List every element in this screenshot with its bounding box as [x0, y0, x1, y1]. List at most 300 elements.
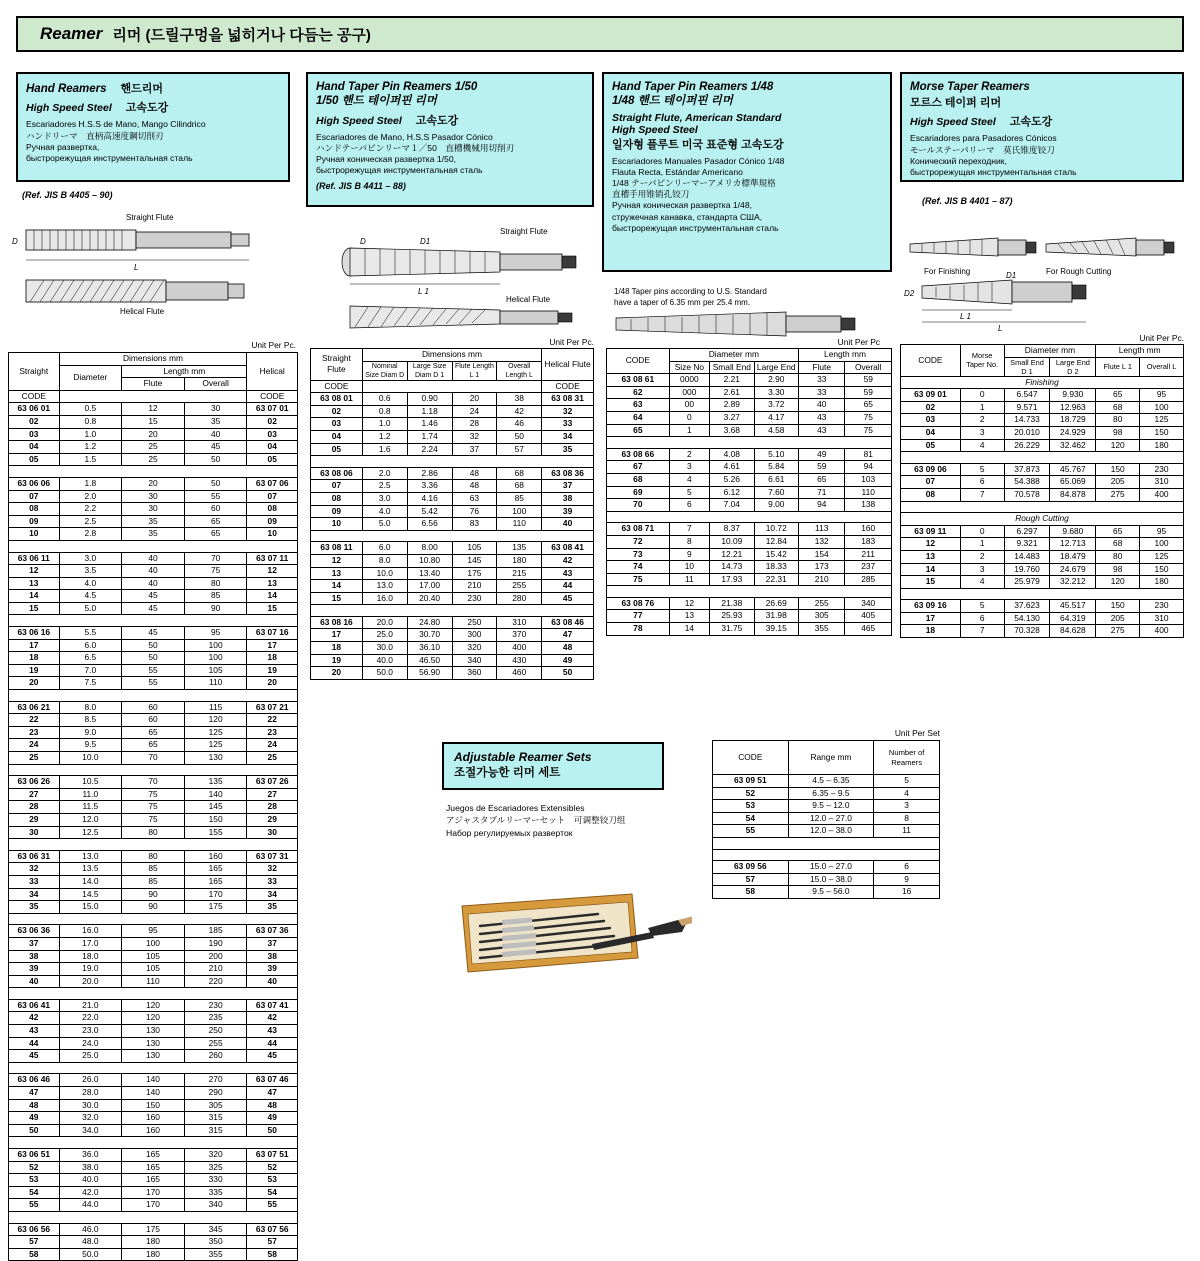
table-group-gap [311, 530, 594, 542]
table-cell: 18.33 [754, 561, 798, 574]
table-cell: 50 [122, 639, 185, 652]
table-cell: 6.35 – 9.5 [788, 787, 874, 800]
table-cell: 25 [122, 453, 185, 466]
table-row [9, 677, 298, 690]
table-row [607, 424, 892, 437]
table-group-gap [311, 456, 594, 468]
table-cell: 38.0 [59, 1161, 122, 1174]
th-number-adj: Number of Reamers [874, 741, 940, 775]
table-gap-cell [9, 466, 298, 478]
hand-reamers-line-0: Escariadores H.S.S de Mano, Mango Cilindrico [26, 119, 206, 130]
table-cell: 21.0 [59, 999, 122, 1012]
table-cell: 63 07 51 [247, 1149, 298, 1162]
taper-1-50-drawing [310, 222, 600, 334]
table-row [311, 592, 594, 605]
table-cell: 12.21 [710, 548, 754, 561]
hand-reamers-sub-kr: 고속도강 [125, 102, 169, 115]
table-cell: 02 [311, 405, 363, 418]
table-cell: 4 [960, 439, 1004, 452]
table-row [9, 1112, 298, 1125]
table-cell: 42.0 [59, 1186, 122, 1199]
th-code-right: CODE [247, 390, 298, 403]
table-cell: 15.0 [59, 901, 122, 914]
table-gap-cell [9, 913, 298, 925]
table-cell: 13 [311, 567, 363, 580]
table-gap-cell [311, 530, 594, 542]
table-cell: 1 [960, 401, 1004, 414]
th-flute-morse: Flute L 1 [1096, 357, 1140, 376]
table-cell: 1.6 [362, 443, 407, 456]
table-cell: 42 [542, 554, 594, 567]
table-cell: 100 [497, 505, 542, 518]
table-cell: 63 08 71 [607, 523, 670, 536]
table-cell: 355 [184, 1248, 247, 1261]
table-cell: 130 [184, 752, 247, 765]
table-cell: 2 [960, 414, 1004, 427]
table-cell: 3 [669, 461, 709, 474]
table-cell: 4.16 [407, 492, 452, 505]
adjustable-table [712, 740, 940, 899]
table-row [311, 405, 594, 418]
table-cell: 22 [9, 714, 60, 727]
table-cell: 9.5 – 12.0 [788, 800, 874, 813]
table-cell: 29 [9, 813, 60, 826]
table-cell: 210 [798, 573, 844, 586]
table-cell: 35 [247, 901, 298, 914]
table-row [713, 825, 940, 838]
table-row [9, 403, 298, 416]
table-row [9, 1236, 298, 1249]
table-cell: 75 [845, 424, 892, 437]
table-cell: 13 [901, 550, 961, 563]
table-cell: 02 [247, 415, 298, 428]
table-row [9, 801, 298, 814]
table-cell: 210 [452, 580, 497, 593]
label-l-hand: L [134, 263, 139, 272]
table-cell: 150 [122, 1099, 185, 1112]
table-row [311, 554, 594, 567]
table-cell: 45.517 [1050, 600, 1096, 613]
table-cell: 58 [9, 1248, 60, 1261]
taper-1-50-tbody [311, 393, 594, 680]
table-cell: 03 [901, 414, 961, 427]
table-cell: 23 [9, 726, 60, 739]
table-cell: 0.8 [59, 415, 122, 428]
table-cell: 290 [184, 1087, 247, 1100]
table-cell: 63 08 46 [542, 616, 594, 629]
table-cell: 36.0 [59, 1149, 122, 1162]
table-cell: 4.5 – 6.35 [788, 775, 874, 788]
table-cell: 340 [845, 597, 892, 610]
table-cell: 15.42 [754, 548, 798, 561]
table-cell: 13 [247, 577, 298, 590]
table-cell: 54.388 [1004, 476, 1050, 489]
table-cell: 20 [452, 393, 497, 406]
table-cell: 25.0 [59, 1050, 122, 1063]
table-row [607, 623, 892, 636]
table-cell: 65 [798, 473, 844, 486]
table-cell: 54 [247, 1186, 298, 1199]
table-cell: 43 [542, 567, 594, 580]
table-cell: 15.0 – 27.0 [788, 861, 874, 874]
adjustable-line-0: Juegos de Escariadores Extensibles [446, 803, 585, 813]
table-cell: 35 [184, 415, 247, 428]
table-cell: 6.0 [362, 542, 407, 555]
table-cell: 120 [1096, 439, 1140, 452]
table-cell: 50 [184, 477, 247, 490]
table-row [901, 600, 1184, 613]
table-row [9, 1099, 298, 1112]
table-row [311, 580, 594, 593]
table-cell: 17 [311, 629, 363, 642]
table-row [311, 518, 594, 531]
table-cell: 1.5 [59, 453, 122, 466]
table-cell: 5.0 [362, 518, 407, 531]
table-cell: 37 [247, 937, 298, 950]
table-cell: 85 [122, 863, 185, 876]
table-cell: 10.0 [362, 567, 407, 580]
table-row [901, 488, 1184, 501]
label-d2-morse: D2 [904, 289, 915, 298]
table-cell: 09 [247, 515, 298, 528]
table-cell: 6.5 [59, 652, 122, 665]
table-cell: 65.069 [1050, 476, 1096, 489]
table-cell: 150 [1140, 563, 1184, 576]
table-cell: 07 [901, 476, 961, 489]
table-cell: 63 06 26 [9, 776, 60, 789]
table-cell: 10 [669, 561, 709, 574]
table-cell: 15 [247, 602, 298, 615]
t150-ref: (Ref. JIS B 4411 – 88) [316, 181, 406, 192]
table-row [713, 873, 940, 886]
table-row [9, 726, 298, 739]
table-row [901, 612, 1184, 625]
t148-unit: Unit Per Pc [837, 337, 880, 347]
hand-reamers-title-en: Hand Reamers [26, 83, 107, 95]
table-gap-cell [901, 452, 1184, 464]
morse-sub-kr: 고속도강 [1009, 116, 1053, 129]
th-straight-flute-150: Straight Flute [311, 349, 363, 381]
t148-sub-kr: 일자형 플루트 미국 표준형 고속도강 [612, 138, 784, 151]
table-row [713, 787, 940, 800]
table-cell: 40 [247, 975, 298, 988]
table-cell: 19.760 [1004, 563, 1050, 576]
table-group-gap [9, 988, 298, 1000]
table-cell: 22.31 [754, 573, 798, 586]
table-cell: 63 06 46 [9, 1074, 60, 1087]
table-cell: 250 [452, 616, 497, 629]
table-cell: 63 07 16 [247, 627, 298, 640]
table-cell: 170 [122, 1186, 185, 1199]
table-row [9, 850, 298, 863]
table-cell: 0 [669, 411, 709, 424]
table-cell: 4.61 [710, 461, 754, 474]
table-cell: 60 [122, 701, 185, 714]
table-cell: 140 [122, 1087, 185, 1100]
table-cell: 305 [184, 1099, 247, 1112]
table-row [901, 625, 1184, 638]
table-cell: 04 [247, 441, 298, 454]
table-cell: 14 [311, 580, 363, 593]
table-cell: 45 [9, 1050, 60, 1063]
table-cell: 2.21 [710, 374, 754, 387]
table-cell: 4.5 [59, 590, 122, 603]
table-row [9, 1074, 298, 1087]
table-cell: 65 [1096, 389, 1140, 402]
morse-ref: (Ref. JIS B 4401 – 87) [922, 196, 1013, 206]
table-gap-cell [9, 988, 298, 1000]
morse-line-2: Конический переходник, [910, 155, 1007, 166]
table-cell: 160 [122, 1124, 185, 1137]
table-cell: 330 [184, 1174, 247, 1187]
table-cell: 110 [184, 677, 247, 690]
table-row [9, 1037, 298, 1050]
table-cell: 25.979 [1004, 576, 1050, 589]
table-row [9, 950, 298, 963]
table-cell: 63 07 26 [247, 776, 298, 789]
table-cell: 130 [122, 1025, 185, 1038]
table-cell: 255 [497, 580, 542, 593]
table-cell: 132 [798, 535, 844, 548]
table-cell: 70 [122, 752, 185, 765]
table-cell: 10.09 [710, 535, 754, 548]
table-cell: 20.40 [407, 592, 452, 605]
table-cell: 63 09 06 [901, 463, 961, 476]
table-cell: 75 [122, 813, 185, 826]
table-group-gap [9, 615, 298, 627]
taper-1-48-table [606, 348, 892, 636]
table-cell: 130 [122, 1050, 185, 1063]
hand-reamers-unit: Unit Per Pc. [251, 340, 296, 350]
table-cell: 63 07 21 [247, 701, 298, 714]
table-row [9, 1050, 298, 1063]
table-cell: 160 [122, 1112, 185, 1125]
th-diameter-148: Diameter mm [669, 349, 798, 362]
table-row [607, 561, 892, 574]
table-cell: 60 [184, 503, 247, 516]
table-cell: 31.75 [710, 623, 754, 636]
table-cell: 154 [798, 548, 844, 561]
morse-tbody [901, 376, 1184, 637]
table-cell: 170 [184, 888, 247, 901]
table-cell: 40 [798, 399, 844, 412]
table-cell: 180 [1140, 439, 1184, 452]
table-cell: 4.0 [59, 577, 122, 590]
table-cell: 120 [122, 1012, 185, 1025]
table-cell: 30 [122, 490, 185, 503]
table-cell: 8.5 [59, 714, 122, 727]
table-cell: 63 09 16 [901, 600, 961, 613]
table-cell: 9.0 [59, 726, 122, 739]
label-for-finishing: For Finishing [924, 267, 971, 276]
t150-title-2: 1/50 핸드 테이퍼핀 리머 [316, 95, 437, 108]
table-cell: 12 [311, 554, 363, 567]
table-cell: 6.56 [407, 518, 452, 531]
table-cell: 63 [607, 399, 670, 412]
table-cell: 32.462 [1050, 439, 1096, 452]
table-cell: 20 [247, 677, 298, 690]
table-cell: 68 [1096, 401, 1140, 414]
table-cell: 370 [497, 629, 542, 642]
table-cell: 6 [960, 612, 1004, 625]
table-cell: 3.5 [59, 565, 122, 578]
morse-sub-en: High Speed Steel [910, 116, 996, 129]
table-cell: 71 [798, 486, 844, 499]
t148-note-0: 1/48 Taper pins according to U.S. Standard [614, 287, 767, 296]
table-cell: 5 [669, 486, 709, 499]
table-cell: 59 [845, 386, 892, 399]
table-band [901, 376, 1184, 389]
table-cell: 27 [247, 788, 298, 801]
table-cell: 160 [184, 850, 247, 863]
table-cell: 19 [311, 654, 363, 667]
table-cell: 285 [845, 573, 892, 586]
t148-line-0: Escariadores Manuales Pasador Cónico 1/48 [612, 155, 785, 166]
table-cell: 43 [247, 1025, 298, 1038]
table-cell: 8.0 [59, 701, 122, 714]
table-cell: 0 [960, 525, 1004, 538]
table-cell: 15 [9, 602, 60, 615]
table-row [9, 1087, 298, 1100]
table-cell: 120 [122, 999, 185, 1012]
table-cell: 46 [497, 418, 542, 431]
table-cell: 63 07 36 [247, 925, 298, 938]
table-row [9, 528, 298, 541]
table-cell: 30 [247, 826, 298, 839]
table-row [9, 901, 298, 914]
th-diameter-morse: Diameter mm [1004, 345, 1096, 358]
t148-title-2: 1/48 핸드 테이퍼핀 리머 [612, 95, 733, 108]
table-cell: 45 [542, 592, 594, 605]
table-cell: 255 [798, 597, 844, 610]
table-gap-cell [311, 605, 594, 617]
table-row [901, 389, 1184, 402]
table-cell: 08 [311, 492, 363, 505]
table-row [311, 393, 594, 406]
table-cell: 70 [607, 499, 670, 512]
table-row [9, 1124, 298, 1137]
table-row [311, 418, 594, 431]
hand-reamers-table [8, 352, 298, 1261]
th-dimensions-150: Dimensions mm [362, 349, 541, 362]
th-overall-148: Overall [845, 361, 892, 374]
table-cell: 315 [184, 1124, 247, 1137]
table-cell: 24.679 [1050, 563, 1096, 576]
table-row [9, 1025, 298, 1038]
hand-reamers-line-3: быстрорежущая инструментальная сталь [26, 152, 193, 163]
table-cell: 75 [122, 801, 185, 814]
table-cell: 63 08 76 [607, 597, 670, 610]
table-row [9, 863, 298, 876]
table-cell: 275 [1096, 625, 1140, 638]
table-cell: 0.8 [362, 405, 407, 418]
table-cell: 63 07 41 [247, 999, 298, 1012]
table-cell: 42 [9, 1012, 60, 1025]
table-cell: 63 06 36 [9, 925, 60, 938]
hand-reamers-line-2: Ручная развертка, [26, 141, 100, 152]
table-cell: 30.0 [59, 1099, 122, 1112]
table-row [9, 490, 298, 503]
table-cell: 63 07 31 [247, 850, 298, 863]
table-cell: 315 [184, 1112, 247, 1125]
table-cell: 2 [669, 448, 709, 461]
adjustable-title-kr: 조절가능한 리머 세트 [454, 767, 561, 779]
table-cell: 5.0 [59, 602, 122, 615]
table-cell: 165 [122, 1149, 185, 1162]
table-cell: 68 [1096, 538, 1140, 551]
table-row [901, 414, 1184, 427]
table-row [901, 538, 1184, 551]
table-cell: 6.12 [710, 486, 754, 499]
table-cell: 8 [874, 812, 940, 825]
table-cell: 7 [669, 523, 709, 536]
table-cell: 145 [184, 801, 247, 814]
table-cell: 55 [247, 1199, 298, 1212]
table-cell: 2.24 [407, 443, 452, 456]
table-cell: 40 [122, 577, 185, 590]
adjustable-tbody [713, 775, 940, 899]
table-cell: 40 [542, 518, 594, 531]
table-cell: 3.36 [407, 480, 452, 493]
table-cell: 8.00 [407, 542, 452, 555]
table-cell: 14.0 [59, 875, 122, 888]
table-cell: 84.628 [1050, 625, 1096, 638]
table-cell: 1.18 [407, 405, 452, 418]
table-cell: 105 [452, 542, 497, 555]
table-group-gap [9, 466, 298, 478]
table-cell: 75 [607, 573, 670, 586]
table-cell: 63 08 01 [311, 393, 363, 406]
table-cell: 310 [1140, 476, 1184, 489]
table-cell: 63 08 61 [607, 374, 670, 387]
table-cell: 100 [122, 937, 185, 950]
table-group-gap [9, 1062, 298, 1074]
table-row [311, 567, 594, 580]
table-cell: 07 [9, 490, 60, 503]
table-row [607, 610, 892, 623]
table-cell: 44 [247, 1037, 298, 1050]
table-cell: 2.5 [59, 515, 122, 528]
table-cell: 02 [901, 401, 961, 414]
table-row [9, 477, 298, 490]
table-cell: 15.0 – 38.0 [788, 873, 874, 886]
table-cell: 1.8 [59, 477, 122, 490]
table-row [9, 453, 298, 466]
table-cell: 12 [247, 565, 298, 578]
table-cell: 37 [452, 443, 497, 456]
table-cell: 68 [607, 473, 670, 486]
table-cell: 8.0 [362, 554, 407, 567]
table-cell: 5.42 [407, 505, 452, 518]
table-cell: 50 [122, 652, 185, 665]
table-cell: 72 [607, 535, 670, 548]
table-row [9, 652, 298, 665]
table-cell: 26.0 [59, 1074, 122, 1087]
table-row [311, 480, 594, 493]
table-cell: 170 [122, 1199, 185, 1212]
th-helical-flute-150: Helical Flute [542, 349, 594, 381]
table-cell: 81 [845, 448, 892, 461]
table-cell: 23.0 [59, 1025, 122, 1038]
table-cell: 405 [845, 610, 892, 623]
table-cell: 65 [122, 739, 185, 752]
table-group-gap [713, 849, 940, 861]
section-header-taper-1-48 [602, 72, 892, 272]
table-row [311, 629, 594, 642]
table-cell: 20 [311, 667, 363, 680]
table-cell: 183 [845, 535, 892, 548]
table-cell: 345 [184, 1223, 247, 1236]
